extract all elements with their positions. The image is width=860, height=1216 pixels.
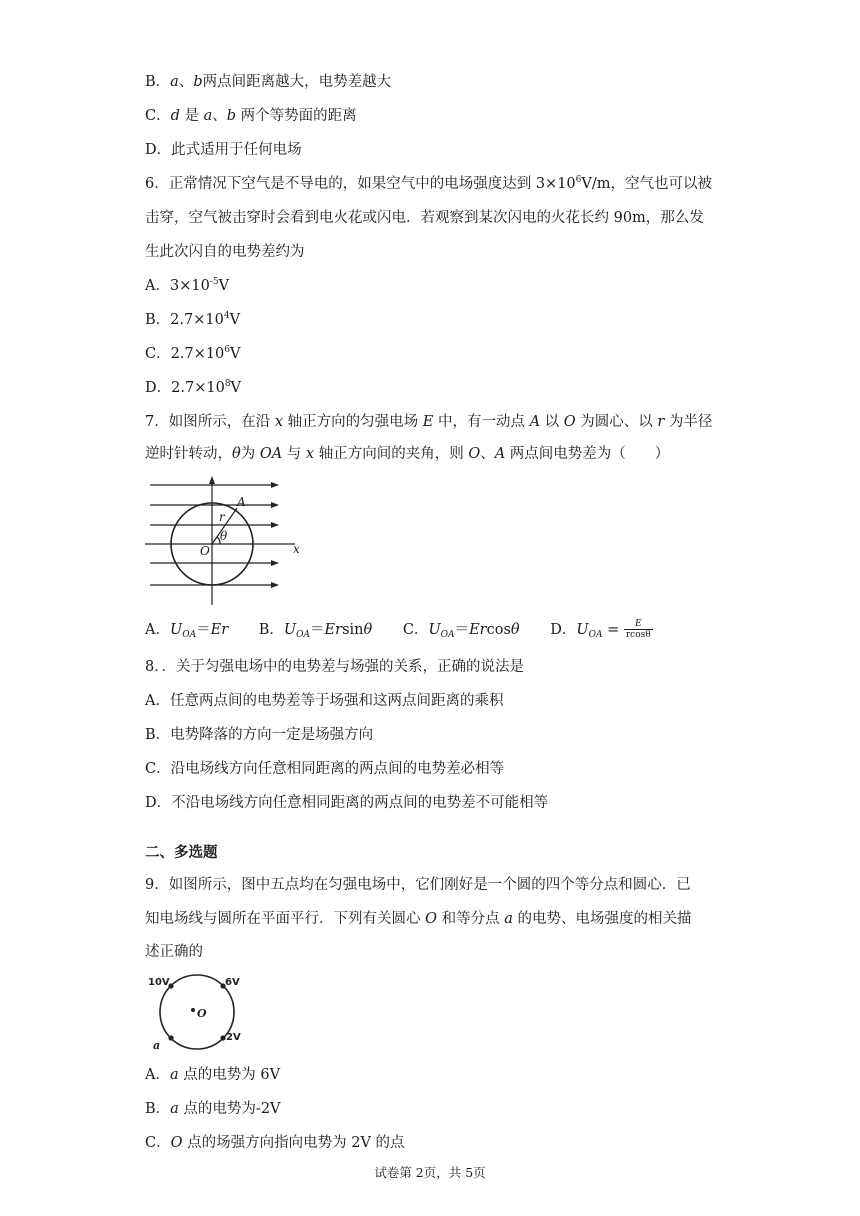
q5-option-c: C．d 是 a、b 两个等势面的距离 [145,108,357,124]
q8-option-b: B．电势降落的方向一定是场强方向 [145,727,374,743]
q7-field-diagram [145,475,305,607]
q6-stem-line-2: 击穿，空气被击穿时会看到电火花或闪电．若观察到某次闪电的火花长约 90m，那么发 [145,210,704,226]
q6-option-a: A．$3\times 10^{-5}V$ [145,277,230,294]
q7-stem-line-2: 逆时针转动，θ为 OA 与 x 轴正方向间的夹角，则 O、A 两点间电势差为（ ） [145,446,670,462]
q7-label-O: O [200,544,210,558]
page-footer: 试卷第 2页，共 5页 [374,1165,486,1180]
q7-label-A: A [237,495,246,509]
q8-option-d: D．不沿电场线方向任意相同距离的两点间的电势差不可能相等 [145,795,549,811]
q7-option-b: B．$U_{OA}=Ersin\theta$ [258,621,373,640]
q9-option-c: C．O 点的场强方向指向电势为 2V 的点 [145,1135,405,1151]
q6-stem-line-1: 6．正常情况下空气是不导电的，如果空气中的电场强度达到 $3\times 10^6V/m$，空气也可以被 [145,175,713,192]
q7-options-row [145,619,679,640]
q9-label-a: a [153,1039,161,1052]
q7-option-d: D．$U_{OA}$ = $\frac{E}{rcos\theta}$ [550,619,651,640]
q7-label-r: r [219,510,225,524]
q5-option-d: D．此式适用于任何电场 [145,142,302,158]
q9-circle-diagram [145,970,255,1055]
q5-option-b: B．a、b两点间距离越大，电势差越大 [145,74,392,90]
q9-stem-line-3: 述正确的 [145,944,203,960]
q8-option-c: C．沿电场线方向任意相同距离的两点间的电势差必相等 [145,761,505,777]
q7-option-c: C．$U_{OA}=Ercos\theta$ [402,621,520,640]
section-multiple-choice-title: 二、多选题 [145,844,218,861]
q8-stem: 8．．关于匀强电场中的电势差与场强的关系，正确的说法是 [145,659,524,675]
q6-option-c: C．$2.7\times 10^6V$ [145,345,241,362]
q6-option-b: B．$2.7\times 10^4V$ [145,311,241,328]
q9-option-a: A．a 点的电势为 6V [145,1067,281,1083]
q9-stem-line-2: 知电场线与圆所在平面平行．下列有关圆心 O 和等分点 a 的电势、电场强度的相关描 [145,911,692,927]
q9-label-o: O [197,1007,207,1020]
q7-option-d-fraction: $\frac{E}{rcos\theta}$ [625,619,651,640]
q6-option-d: D．$2.7\times 10^8V$ [145,379,242,396]
q6-stem-line-3: 生此次闪自的电势差约为 [145,244,305,260]
q9-option-b: B．a 点的电势为-2V [145,1101,281,1117]
q9-stem-line-1: 9．如图所示，图中五点均在匀强电场中，它们刚好是一个圆的四个等分点和圆心．已 [145,877,691,893]
q9-label-6v: 6V [225,977,240,988]
q7-option-a: A．$U_{OA}=Er$ [145,621,229,640]
q7-label-theta: θ [220,529,228,543]
q9-label-2v: 2V [226,1032,241,1043]
q7-label-x: x [293,542,300,556]
q7-stem-line-1: 7．如图所示，在沿 x 轴正方向的匀强电场 E 中，有一动点 A 以 O 为圆心、以 r 为半径 [145,414,713,430]
q9-label-10v: 10V [148,977,170,988]
q8-option-a: A．任意两点间的电势差等于场强和这两点间距离的乘积 [145,693,504,709]
